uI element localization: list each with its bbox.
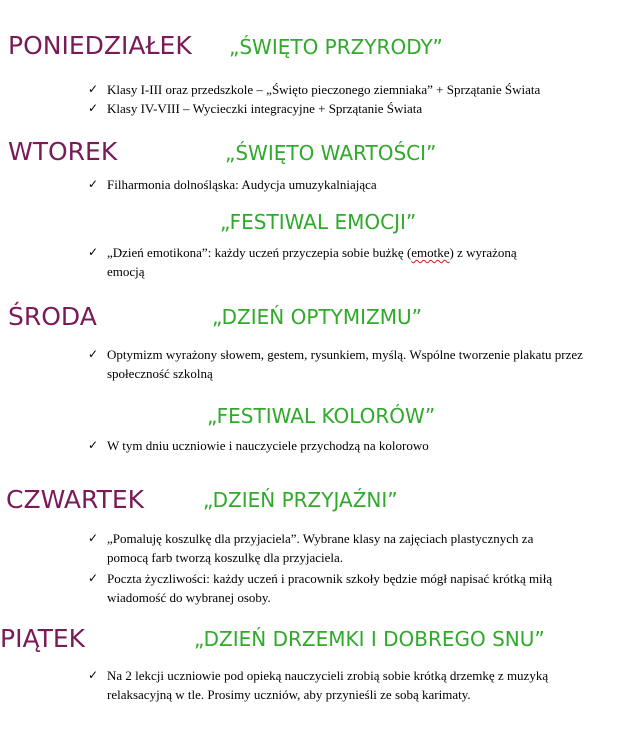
check-mark-icon: ✓ [88, 82, 99, 96]
event-title-friday: „DZIEŃ DRZEMKI I DOBREGO SNU” [194, 627, 545, 651]
list-item: „Pomaluję koszulkę dla przyjaciela”. Wybrane klasy na zajęciach plastycznych za pomocą farb tworzą koszulkę dla przyjaciela. [107, 531, 534, 565]
list-item: Klasy I-III oraz przedszkole – „Święto pieczonego ziemniaka” + Sprzątanie Świata [107, 82, 541, 97]
list-item: Klasy IV-VIII – Wycieczki integracyjne + Sprzątanie Świata [107, 101, 423, 116]
day-heading-tuesday: WTOREK [8, 137, 118, 166]
event-title-wednesday-1: „DZIEŃ OPTYMIZMU” [212, 305, 422, 329]
list-item: Filharmonia dolnośląska: Audycja umuzykalniająca [107, 177, 377, 192]
day-heading-monday: PONIEDZIAŁEK [8, 31, 192, 60]
list-item: W tym dniu uczniowie i nauczyciele przychodzą na kolorowo [107, 438, 429, 453]
list-item-text: „Dzień emotikona”: każdy uczeń przyczepia sobie bużkę ( [107, 245, 412, 260]
check-mark-icon: ✓ [88, 101, 99, 115]
check-mark-icon: ✓ [88, 668, 99, 682]
check-mark-icon: ✓ [88, 438, 99, 452]
day-heading-wednesday: ŚRODA [8, 302, 97, 331]
list-item [107, 243, 547, 281]
event-title-tuesday-1: „ŚWIĘTO WARTOŚCI” [225, 141, 437, 165]
list-item: Poczta życzliwości: każdy uczeń i pracownik szkoły będzie mógł napisać krótką miłą wiadomość do wybranej osoby. [107, 571, 553, 605]
event-title-wednesday-2: „FESTIWAL KOLORÓW” [207, 404, 436, 428]
event-title-monday: „ŚWIĘTO PRZYRODY” [229, 35, 443, 59]
check-mark-icon: ✓ [88, 245, 99, 259]
list-item: Na 2 lekcji uczniowie pod opieką nauczycieli zrobią sobie krótką drzemkę z muzyką relaksacyjną w tle. Prosimy uczniów, aby przynieśli ze sobą karimaty. [107, 668, 549, 702]
list-item: Optymizm wyrażony słowem, gestem, rysunkiem, myślą. Wspólne tworzenie plakatu przez społeczność szkolną [107, 347, 583, 381]
event-title-thursday: „DZIEŃ PRZYJAŹNI” [203, 488, 398, 512]
event-title-tuesday-2: „FESTIWAL EMOCJI” [220, 210, 417, 234]
check-mark-icon: ✓ [88, 571, 99, 585]
list-item-text: ) z wyrażoną emocją [107, 245, 517, 279]
day-heading-friday: PIĄTEK [0, 624, 86, 653]
check-mark-icon: ✓ [88, 177, 99, 191]
check-mark-icon: ✓ [88, 531, 99, 545]
check-mark-icon: ✓ [88, 347, 99, 361]
spellcheck-word: emotke [411, 245, 450, 260]
day-heading-thursday: CZWARTEK [6, 485, 145, 514]
